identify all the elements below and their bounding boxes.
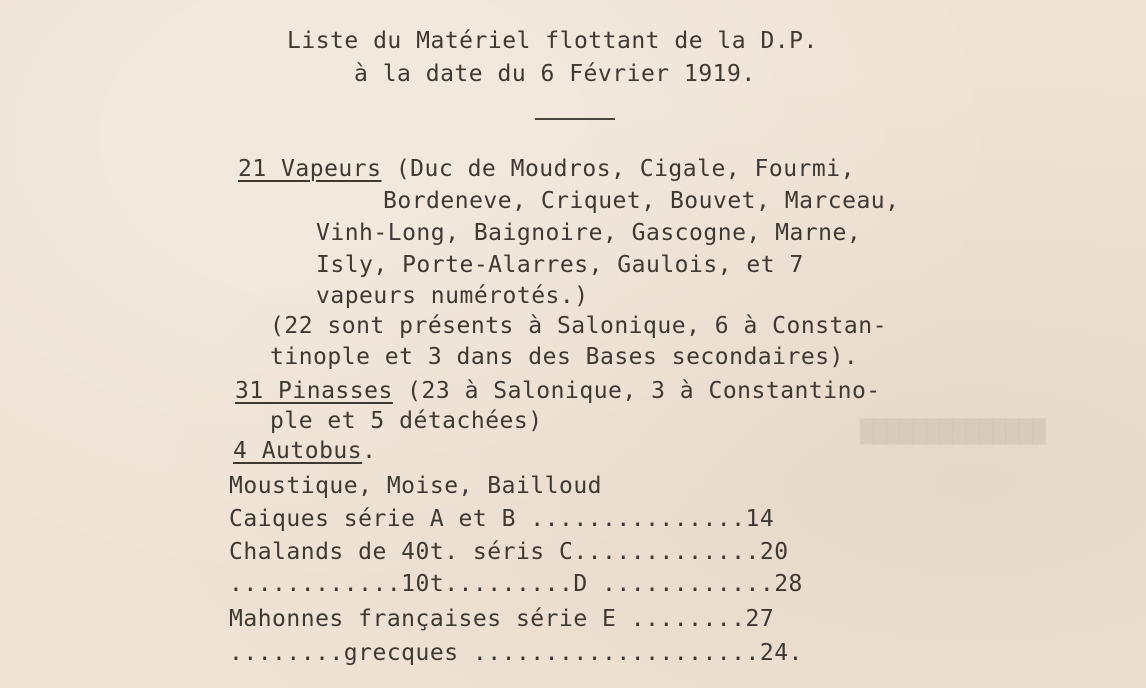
autobus-line	[233, 440, 376, 463]
vapeurs-line-5: vapeurs numérotés.)	[316, 283, 589, 309]
bleed-through-texture: ██████████████	[860, 420, 1046, 445]
pinasses-heading: 31 Pinasses	[235, 378, 393, 404]
autobus-heading-suffix: .	[362, 438, 377, 464]
vapeurs-line-2: Bordeneve, Criquet, Bouvet, Marceau,	[383, 188, 900, 214]
inventory-line-caiques: Caiques série A et B ...............14	[229, 506, 775, 532]
autobus-names: Moustique, Moise, Bailloud	[229, 473, 603, 499]
vapeurs-note-line-1: (22 sont présents à Salonique, 6 à Constan-	[270, 313, 887, 339]
title-line-2: à la date du 6 Février 1919.	[354, 61, 756, 87]
title-divider	[535, 118, 615, 120]
autobus-heading: 4 Autobus	[233, 438, 363, 464]
vapeurs-note-line-2: tinople et 3 dans des Bases secondaires).	[270, 344, 859, 370]
inventory-line-chalands-10t: ............10t.........D ............28	[229, 571, 803, 597]
pinasses-line-1-rest: (23 à Salonique, 3 à Constantino-	[392, 378, 881, 404]
vapeurs-line-1-rest: (Duc de Moudros, Cigale, Fourmi,	[381, 156, 855, 182]
title-line-1: Liste du Matériel flottant de la D.P.	[287, 28, 818, 54]
inventory-line-mahonnes-francaises: Mahonnes françaises série E ........27	[229, 606, 775, 632]
pinasses-line-1	[235, 380, 881, 403]
inventory-line-mahonnes-grecques: ........grecques ....................24.	[229, 640, 803, 666]
inventory-line-chalands-40t: Chalands de 40t. séris C.............20	[229, 539, 789, 565]
vapeurs-line-1	[238, 158, 855, 181]
vapeurs-line-3: Vinh-Long, Baignoire, Gascogne, Marne,	[316, 220, 862, 246]
vapeurs-line-4: Isly, Porte-Alarres, Gaulois, et 7	[316, 252, 804, 278]
vapeurs-heading: 21 Vapeurs	[238, 156, 382, 182]
pinasses-line-2: ple et 5 détachées)	[270, 408, 543, 434]
